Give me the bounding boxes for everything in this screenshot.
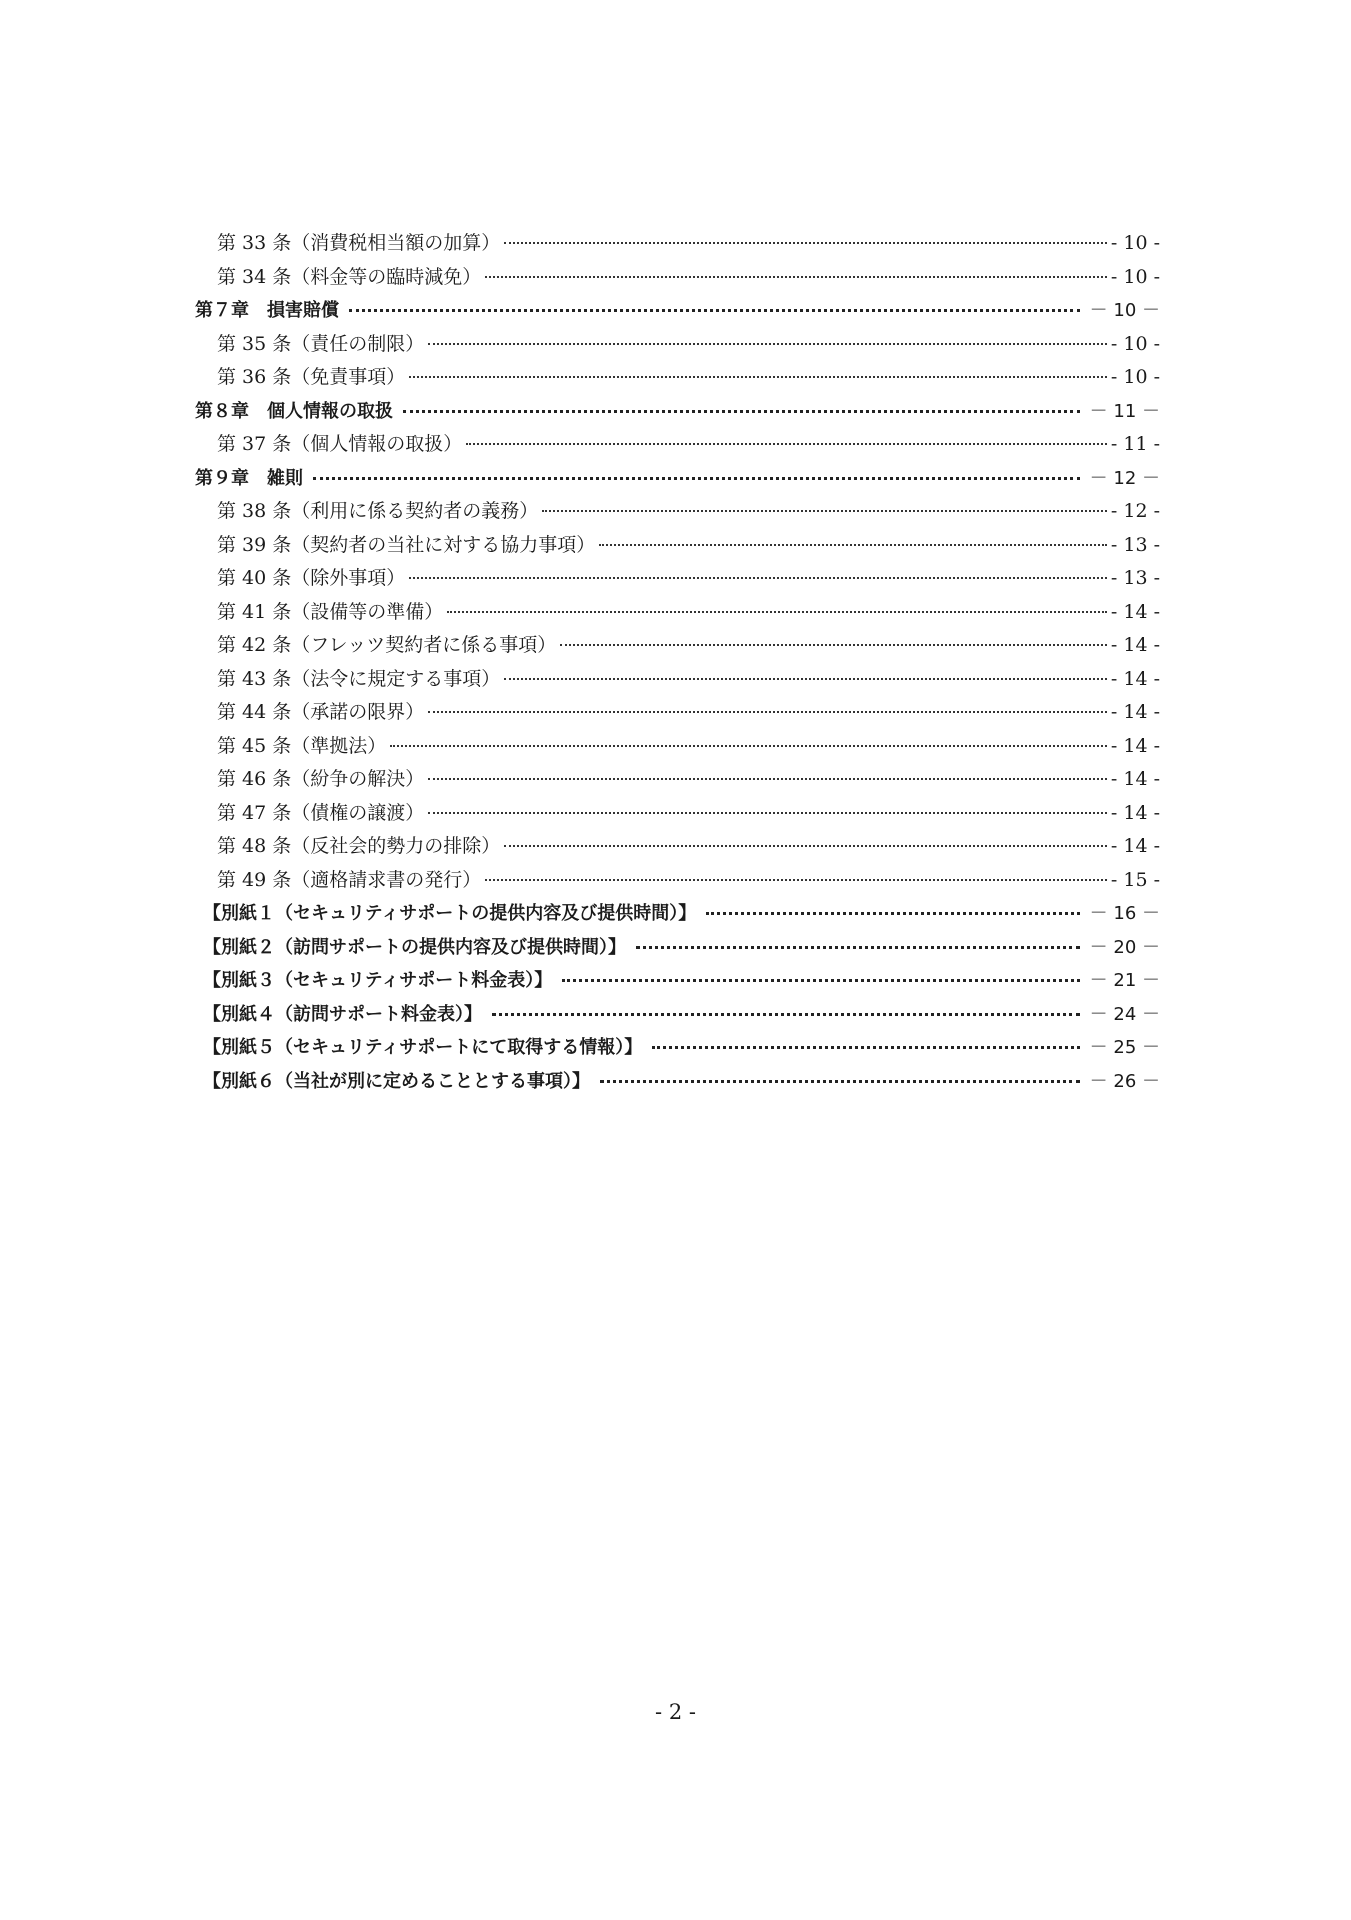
toc-entry-page: - 14 - bbox=[1110, 768, 1160, 790]
toc-entry-title: 第９章 雑則 bbox=[195, 467, 303, 489]
toc-dot-leader bbox=[313, 459, 1080, 480]
toc-entry-title: 第 36 条（免責事項） bbox=[217, 366, 406, 388]
page-number: - 2 - bbox=[655, 1700, 696, 1724]
toc-entry-title: 第 48 条（反社会的勢力の排除） bbox=[217, 835, 501, 857]
toc-dot-leader bbox=[636, 928, 1080, 949]
toc-entry-article bbox=[195, 261, 1160, 295]
toc-entry-page: - 10 - bbox=[1110, 265, 1160, 288]
toc-entry-title: 第８章 個人情報の取扱 bbox=[195, 400, 393, 422]
toc-dot-leader bbox=[562, 961, 1079, 982]
toc-entry-page: - 11 - bbox=[1110, 433, 1160, 455]
toc-entry-title: 第 42 条（フレッツ契約者に係る事項） bbox=[217, 634, 557, 656]
toc-entry-page: － 10 － bbox=[1089, 300, 1160, 321]
toc-dot-leader bbox=[600, 1062, 1080, 1083]
toc-entry-appendix bbox=[195, 1065, 1160, 1099]
toc-entry-article bbox=[195, 830, 1160, 864]
toc-entry-article bbox=[195, 763, 1160, 797]
table-of-contents bbox=[195, 227, 1160, 1098]
toc-entry-title: 第 46 条（紛争の解決） bbox=[217, 768, 425, 790]
toc-entry-article bbox=[195, 361, 1160, 395]
toc-entry-title: 第 44 条（承諾の限界） bbox=[217, 701, 425, 723]
toc-entry-article bbox=[195, 562, 1160, 596]
toc-entry-title: 第 40 条（除外事項） bbox=[217, 567, 406, 589]
toc-entry-page: - 12 - bbox=[1110, 500, 1160, 522]
toc-dot-leader bbox=[409, 558, 1107, 579]
toc-entry-appendix bbox=[195, 897, 1160, 931]
toc-entry-page: － 21 － bbox=[1089, 970, 1160, 991]
toc-dot-leader bbox=[409, 357, 1107, 378]
toc-entry-page: － 11 － bbox=[1089, 400, 1160, 422]
toc-entry-article bbox=[195, 495, 1160, 529]
toc-entry-page: - 10 - bbox=[1110, 366, 1160, 388]
toc-entry-page: － 12 － bbox=[1089, 467, 1160, 489]
toc-entry-article bbox=[195, 227, 1160, 261]
toc-entry-page: - 14 - bbox=[1110, 801, 1160, 824]
toc-entry-title: 第 49 条（適格請求書の発行） bbox=[217, 868, 482, 891]
toc-entry-page: － 24 － bbox=[1089, 1003, 1160, 1025]
toc-dot-leader bbox=[504, 826, 1107, 847]
toc-entry-title: 第 39 条（契約者の当社に対する協力事項） bbox=[217, 533, 596, 556]
toc-dot-leader bbox=[542, 491, 1107, 512]
toc-entry-title: 第 38 条（利用に係る契約者の義務） bbox=[217, 500, 539, 522]
toc-entry-page: - 15 - bbox=[1110, 868, 1160, 891]
toc-entry-title: 第 37 条（個人情報の取扱） bbox=[217, 433, 463, 455]
toc-entry-article bbox=[195, 328, 1160, 362]
toc-entry-article bbox=[195, 663, 1160, 697]
toc-dot-leader bbox=[485, 860, 1107, 881]
toc-dot-leader bbox=[504, 223, 1107, 244]
toc-entry-page: - 14 - bbox=[1110, 667, 1160, 690]
toc-entry-chapter bbox=[195, 395, 1160, 429]
toc-entry-title: 【別紙１（セキュリティサポートの提供内容及び提供時間）】 bbox=[203, 903, 697, 924]
toc-dot-leader bbox=[428, 324, 1107, 345]
toc-entry-article bbox=[195, 428, 1160, 462]
toc-entry-page: - 10 - bbox=[1110, 232, 1160, 254]
toc-entry-page: - 14 - bbox=[1110, 734, 1160, 757]
toc-entry-title: 第 34 条（料金等の臨時減免） bbox=[217, 265, 482, 288]
toc-entry-page: - 13 - bbox=[1110, 567, 1160, 589]
toc-entry-page: － 25 － bbox=[1089, 1037, 1160, 1058]
toc-dot-leader bbox=[390, 726, 1107, 747]
toc-entry-page: - 10 - bbox=[1110, 332, 1160, 355]
toc-entry-article bbox=[195, 629, 1160, 663]
toc-dot-leader bbox=[599, 525, 1107, 546]
toc-entry-chapter bbox=[195, 462, 1160, 496]
toc-dot-leader bbox=[652, 1028, 1079, 1049]
toc-entry-title: 【別紙６（当社が別に定めることとする事項）】 bbox=[203, 1070, 590, 1092]
toc-dot-leader bbox=[447, 592, 1107, 613]
toc-entry-article bbox=[195, 696, 1160, 730]
toc-dot-leader bbox=[428, 793, 1107, 814]
toc-entry-article bbox=[195, 596, 1160, 630]
toc-entry-title: 第 35 条（責任の制限） bbox=[217, 332, 425, 355]
toc-entry-title: 【別紙３（セキュリティサポート料金表）】 bbox=[203, 970, 553, 991]
toc-dot-leader bbox=[485, 257, 1107, 278]
toc-entry-page: - 14 - bbox=[1110, 835, 1160, 857]
toc-entry-page: - 13 - bbox=[1110, 533, 1160, 556]
toc-entry-title: 第 47 条（債権の譲渡） bbox=[217, 801, 425, 824]
toc-entry-page: － 16 － bbox=[1089, 903, 1160, 924]
toc-entry-article bbox=[195, 730, 1160, 764]
toc-entry-page: － 20 － bbox=[1089, 936, 1160, 958]
toc-entry-article bbox=[195, 864, 1160, 898]
toc-entry-title: 【別紙２（訪問サポートの提供内容及び提供時間）】 bbox=[203, 936, 626, 958]
toc-dot-leader bbox=[403, 392, 1080, 413]
toc-entry-appendix bbox=[195, 1031, 1160, 1065]
toc-dot-leader bbox=[466, 424, 1107, 445]
toc-dot-leader bbox=[428, 759, 1107, 780]
toc-entry-title: 第 43 条（法令に規定する事項） bbox=[217, 667, 501, 690]
toc-entry-title: 第 45 条（準拠法） bbox=[217, 734, 387, 757]
toc-entry-page: - 14 - bbox=[1110, 600, 1160, 623]
toc-entry-title: 【別紙５（セキュリティサポートにて取得する情報）】 bbox=[203, 1037, 643, 1058]
toc-entry-title: 【別紙４（訪問サポート料金表）】 bbox=[203, 1003, 482, 1025]
toc-entry-article bbox=[195, 797, 1160, 831]
toc-dot-leader bbox=[428, 692, 1107, 713]
toc-entry-article bbox=[195, 529, 1160, 563]
toc-entry-appendix bbox=[195, 931, 1160, 965]
toc-entry-title: 第 41 条（設備等の準備） bbox=[217, 600, 444, 623]
toc-entry-title: 第 33 条（消費税相当額の加算） bbox=[217, 232, 501, 254]
toc-dot-leader bbox=[504, 659, 1107, 680]
toc-entry-appendix bbox=[195, 998, 1160, 1032]
toc-dot-leader bbox=[560, 625, 1107, 646]
toc-dot-leader bbox=[492, 995, 1080, 1016]
toc-dot-leader bbox=[349, 291, 1080, 312]
toc-entry-page: - 14 - bbox=[1110, 634, 1160, 656]
toc-entry-page: － 26 － bbox=[1089, 1070, 1160, 1092]
toc-entry-title: 第７章 損害賠償 bbox=[195, 300, 339, 321]
toc-entry-page: - 14 - bbox=[1110, 701, 1160, 723]
toc-entry-chapter bbox=[195, 294, 1160, 328]
toc-entry-appendix bbox=[195, 964, 1160, 998]
toc-dot-leader bbox=[706, 894, 1079, 915]
